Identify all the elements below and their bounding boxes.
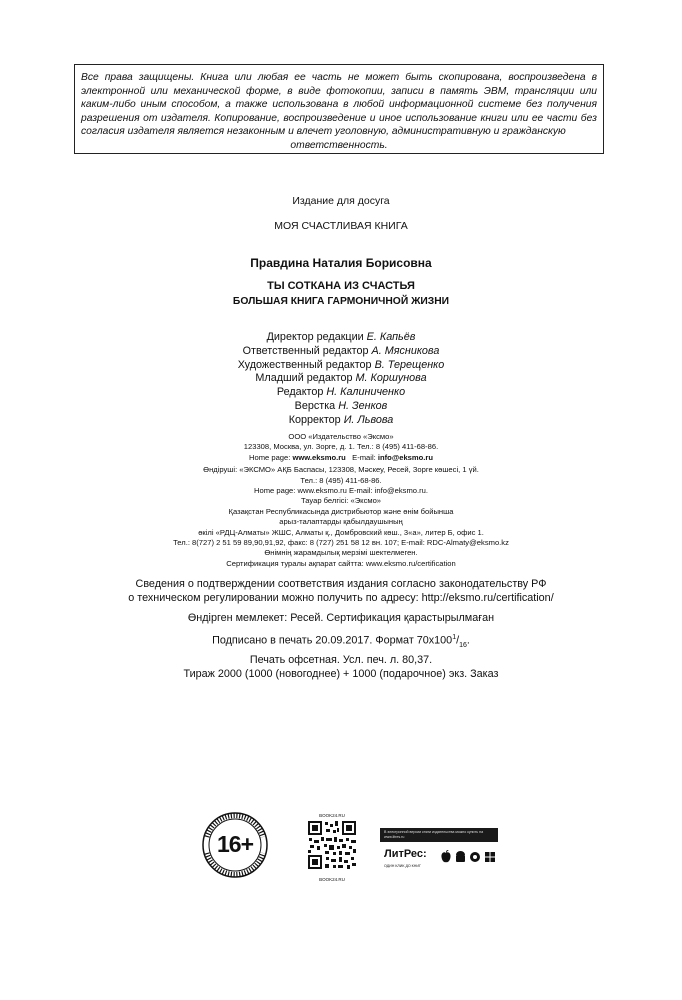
kz-line: Өндіруші: «ЭКСМО» АҚБ Баспасы, 123308, Мәскеу, Ресей, Зорге көшесі, 1 үй. bbox=[203, 465, 479, 475]
rights-line-2: электронной или механической форме, в виде фотокопии, записи в память ЭВМ, трансляции или bbox=[81, 85, 597, 97]
rights-line-4: разрешения от издателя. Копирование, воспроизведение и иное использование книги или ее части bbox=[81, 112, 578, 124]
author-name: Правдина Наталия Борисовна bbox=[250, 256, 432, 270]
apple-icon bbox=[441, 850, 450, 862]
offset-line: Печать офсетная. Усл. печ. л. 80,37. bbox=[249, 653, 433, 666]
media-icon bbox=[470, 852, 480, 862]
run-line: Тираж 2000 (1000 (новогоднее) + 1000 (подарочное) экз. Заказ bbox=[183, 667, 499, 680]
signed-line: Подписано в печать 20.09.2017. Формат $70x100^1/_{16}$. bbox=[212, 634, 470, 649]
staff-row: Ответственный редактор А. Мясникова bbox=[242, 344, 440, 357]
home-page-link[interactable]: www.eksmo.ru bbox=[292, 452, 346, 462]
age-rating-logo bbox=[202, 812, 268, 878]
qr-icon bbox=[306, 819, 358, 871]
publisher-web: Home page: www.eksmo.ru E-mail: info@eksmo.ru bbox=[248, 452, 433, 462]
qr-top-label: BOOK24.RU bbox=[319, 813, 345, 818]
kz-line: Сертификация туралы ақпарат сайтта: www.eksmo.ru/certification bbox=[226, 558, 456, 568]
staff-row: Редактор Н. Калиниченко bbox=[276, 386, 406, 399]
qr-code[interactable] bbox=[306, 812, 358, 882]
staff-list bbox=[0, 331, 682, 428]
staff-row: Художественный редактор В. Терещенко bbox=[237, 358, 445, 371]
age-rating-text: 16+ bbox=[216, 831, 253, 857]
android-icon bbox=[456, 851, 465, 862]
rights-line-1: Все права защищены. Книга или любая ее часть не может быть скопирована, воспроизведена в bbox=[81, 72, 597, 83]
copyright-notice bbox=[74, 64, 604, 154]
kz-line: Тел.: 8 (495) 411-68-86. bbox=[300, 475, 382, 485]
cert-line-1: Сведения о подтверждении соответствия издания согласно законодательству РФ bbox=[135, 578, 547, 590]
staff-row: Верстка Н. Зенков bbox=[294, 399, 388, 412]
kz-line: арыз-талаптарды қабылдаушының bbox=[279, 517, 403, 527]
kz-line: Home page: www.eksmo.ru E-mail: info@eksmo.ru. bbox=[254, 486, 428, 496]
publisher-info bbox=[0, 432, 682, 569]
kz-line: өкілі «РДЦ-Алматы» ЖШС, Алматы қ., Домбровский көш., 3«а», литер Б, офис 1. bbox=[198, 527, 484, 537]
publisher-address: 123308, Москва, ул. Зорге, д. 1. Тел.: 8 (495) 411-68-86. bbox=[243, 442, 439, 452]
book-subtitle: БОЛЬШАЯ КНИГА ГАРМОНИЧНОЙ ЖИЗНИ bbox=[232, 296, 450, 307]
kz-line: Өнімнің жарамдылық мерзімі шектелмеген. bbox=[264, 548, 418, 558]
series-name: МОЯ СЧАСТЛИВАЯ КНИГА bbox=[274, 220, 408, 232]
print-info bbox=[0, 631, 682, 681]
book-title: ТЫ СОТКАНА ИЗ СЧАСТЬЯ bbox=[267, 280, 415, 292]
litres-banner[interactable] bbox=[380, 828, 498, 876]
rights-line-5: без согласия издателя является незаконным и влечет уголовную, административную и гражданскую bbox=[81, 112, 597, 137]
cert-line-2: о техническом регулировании можно получить по адресу: http://eksmo.ru/certification/ bbox=[128, 592, 554, 604]
staff-row: Директор редакции Е. Капьёв bbox=[266, 331, 416, 343]
rights-line-3: каким-либо иным способом, а также использована в любой информационной системе без получения bbox=[81, 99, 597, 110]
edition-type: Издание для досуга bbox=[292, 195, 390, 207]
kz-line: Қазақстан Республикасында дистрибьютор және өнім бойынша bbox=[228, 506, 454, 516]
rights-line-6: ответственность. bbox=[290, 139, 388, 151]
staff-row: Младший редактор М. Коршунова bbox=[255, 372, 427, 385]
litres-small-text: ОДИН КЛИК ДО КНИГ bbox=[384, 864, 421, 868]
email-link[interactable]: info@eksmo.ru bbox=[377, 452, 433, 462]
cert-kz: Өндірген мемлекет: Ресей. Сертификация қарастырылмаған bbox=[187, 612, 495, 624]
windows-icon bbox=[485, 852, 495, 862]
publisher-name: ООО «Издательство «Эксмо» bbox=[288, 432, 394, 441]
certification-block bbox=[0, 577, 682, 605]
qr-bottom-label: BOOK24.RU bbox=[319, 877, 345, 882]
kz-line: Тел.: 8(727) 2 51 59 89,90,91,92, факс: 8 (727) 251 58 12 вн. 107; E-mail: RDC-Almaty@eksmo.kz bbox=[173, 538, 509, 548]
kz-line: Тауар белгісі: «Эксмо» bbox=[300, 496, 382, 506]
litres-logo-text: ЛитРес: bbox=[384, 848, 427, 860]
litres-tagline: В электронной версии книги издательства можно купить на www.litres.ru bbox=[380, 828, 498, 842]
staff-row: Корректор И. Львова bbox=[288, 413, 394, 426]
